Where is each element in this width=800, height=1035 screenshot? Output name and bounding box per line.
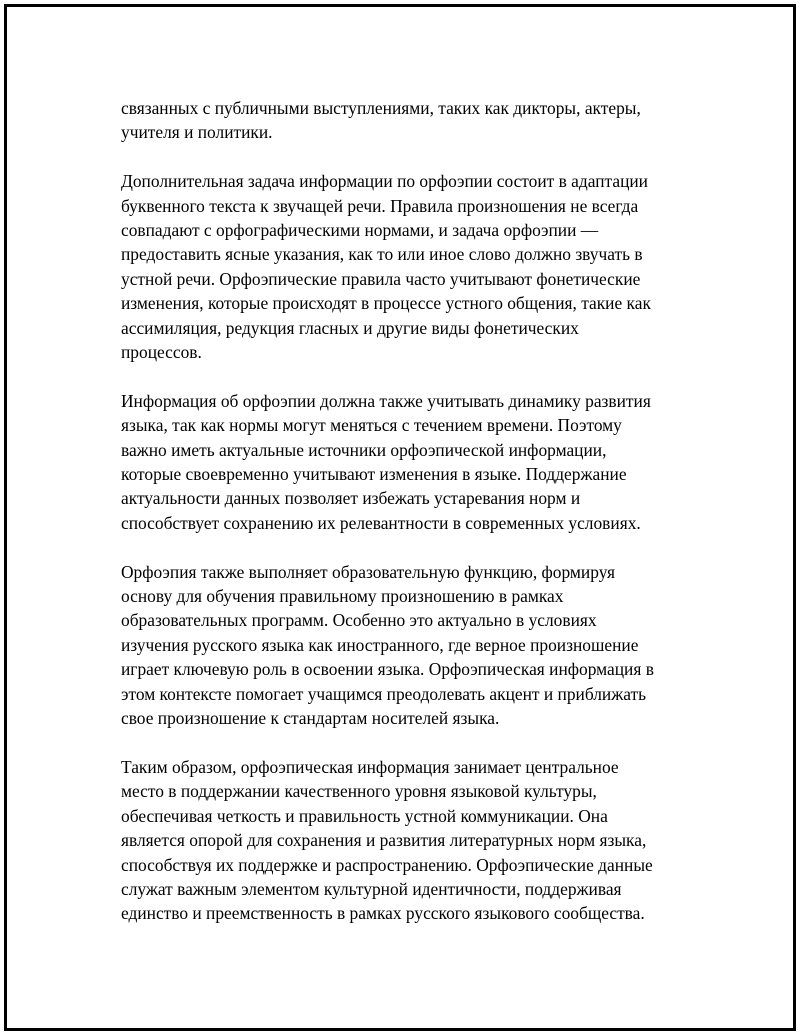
- page-frame: [4, 4, 796, 1031]
- paragraph-3: Информация об орфоэпии должна также учитывать динамику развития языка, так как нормы могут меняться с течением времени. Поэтому важно иметь актуальные источники орфоэпической информации, которые своевременно учитывают изменения в языке. Поддержание актуальности данных позволяет избежать устаревания норм и способствует сохранению их релевантности в современных условиях.: [121, 390, 651, 533]
- paragraph-5: Таким образом, орфоэпическая информация занимает центральное место в поддержании качественного уровня языковой культуры, обеспечивая четкость и правильность устной коммуникации. Она является опорой для сохранения и развития литературных норм языка, способствуя их поддержке и распространению. Орфоэпические данные служат важным элементом культурной идентичности, поддерживая единство и преемственность в рамках русского языкового сообщества.: [121, 756, 653, 924]
- document-body: [121, 96, 693, 950]
- paragraph-1: связанных с публичными выступлениями, таких как дикторы, актеры, учителя и политики.: [121, 98, 641, 143]
- paragraph-4: Орфоэпия также выполняет образовательную функцию, формируя основу для обучения правильному произношению в рамках образовательных программ. Особенно это актуально в условиях изучения русского языка как иностранного, где верное произношение играет ключевую роль в освоении языка. Орфоэпическая информация в этом контексте помогает учащимся преодолевать акцент и приближать свое произношение к стандартам носителей языка.: [121, 561, 654, 729]
- paragraph-2: Дополнительная задача информации по орфоэпии состоит в адаптации буквенного текста к звучащей речи. Правила произношения не всегда совпадают с орфографическими нормами, и задача орфоэпии — предоставить ясные указания, как то или иное слово должно звучать в устной речи. Орфоэпические правила часто учитывают фонетические изменения, которые происходят в процессе устного общения, такие как ассимиляция, редукция гласных и другие виды фонетических процессов.: [121, 171, 651, 363]
